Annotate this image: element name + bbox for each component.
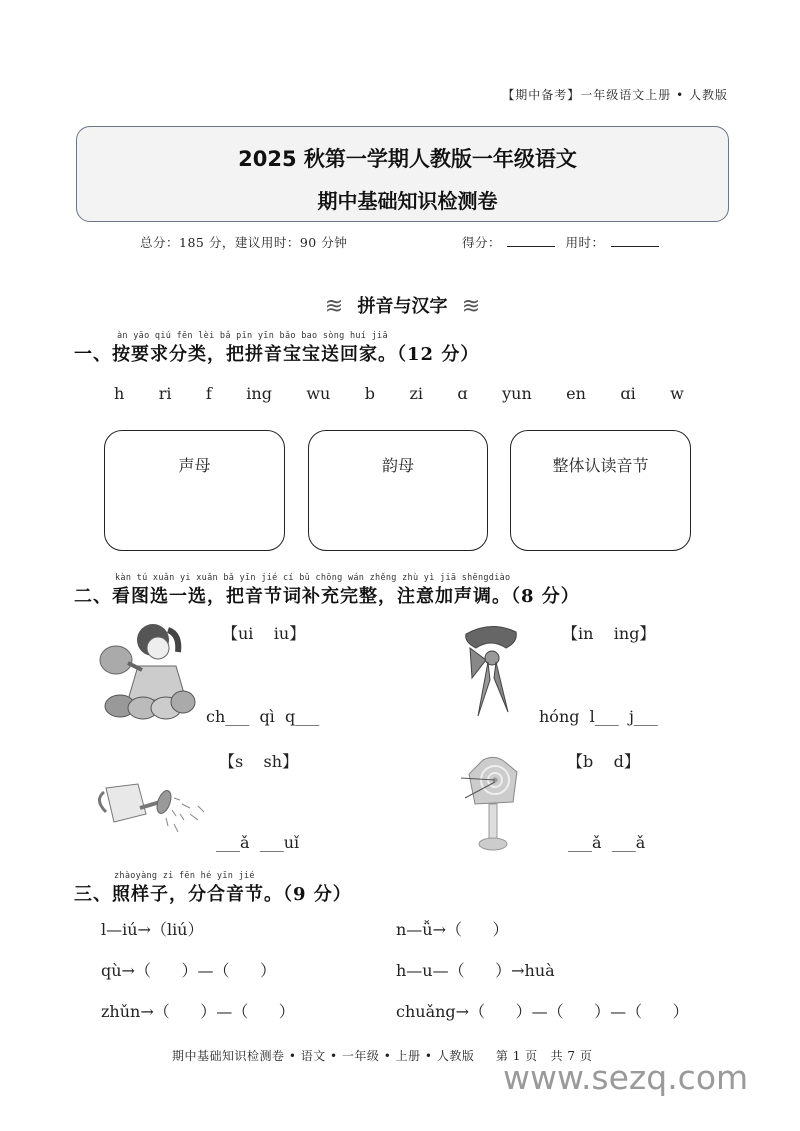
q2-options-3: 【s sh】 bbox=[219, 752, 299, 771]
q3-item-chuang[interactable]: chuǎng→（ ）—（ ）—（ ） bbox=[396, 1002, 689, 1021]
q3-item-hua[interactable]: h—u—（ ）→huà bbox=[396, 961, 555, 980]
pinyin-item[interactable]: zi bbox=[409, 384, 423, 403]
q1-title: 一、按要求分类，把拼音宝宝送回家。（12 分） bbox=[74, 344, 480, 365]
q3-pinyin-ruby: zhàoyàng zi fēn hé yīn jié bbox=[114, 871, 255, 881]
pinyin-item[interactable]: ɑi bbox=[620, 384, 636, 403]
q2-options-4: 【b d】 bbox=[567, 752, 640, 771]
page-footer: 期中基础知识检测卷 • 语文 • 一年级 • 上册 • 人教版 第 1 页 共 7 页 bbox=[172, 1049, 593, 1063]
q1-pinyin-items bbox=[114, 384, 684, 403]
sort-box-label: 整体认读音节 bbox=[552, 456, 649, 475]
score-time-fields bbox=[462, 233, 665, 251]
q2-answer-line-4[interactable]: ___ǎ ___ǎ bbox=[568, 833, 646, 852]
q1-pinyin-ruby: àn yāo qiú fēn lèi bǎ pīn yīn bǎo bao sòng huí jiā bbox=[117, 331, 388, 341]
red-scarf-image bbox=[456, 620, 526, 724]
q2-pinyin-ruby: kàn tú xuǎn yi xuǎn bǎ yīn jié cí bǔ chōng wán zhěng zhù yì jiā shēngdiào bbox=[115, 573, 511, 583]
girl-balloons-image bbox=[98, 618, 196, 722]
q2-options-1: 【ui iu】 bbox=[222, 624, 306, 643]
pinyin-item[interactable]: ɑ bbox=[457, 384, 468, 403]
pinyin-item[interactable]: h bbox=[114, 384, 125, 403]
time-blank[interactable] bbox=[611, 235, 659, 247]
pinyin-item[interactable]: en bbox=[566, 384, 586, 403]
title-line-2: 期中基础知识检测卷 bbox=[317, 189, 498, 213]
wave-icon: ≋ bbox=[461, 294, 481, 319]
header-tag: 【期中备考】一年级语文上册 • 人教版 bbox=[502, 88, 728, 102]
watermark: www.sezq.com bbox=[503, 1058, 749, 1097]
watering-can-image bbox=[94, 778, 214, 840]
sort-box-initials[interactable] bbox=[104, 430, 285, 551]
pinyin-item[interactable]: ing bbox=[246, 384, 272, 403]
exam-meta: 总分：185 分，建议用时：90 分钟 bbox=[140, 235, 348, 250]
pinyin-item[interactable]: ri bbox=[158, 384, 172, 403]
pinyin-item[interactable]: w bbox=[670, 384, 684, 403]
sort-box-whole-syllables[interactable] bbox=[510, 430, 691, 551]
q3-title: 三、照样子，分合音节。（9 分） bbox=[74, 884, 352, 905]
section-title: 拼音与汉字 bbox=[357, 296, 448, 317]
q2-options-2: 【in ing】 bbox=[562, 624, 656, 643]
time-label: 用时： bbox=[565, 235, 605, 250]
pinyin-item[interactable]: f bbox=[205, 384, 212, 403]
q3-item-nv[interactable]: n—ǚ→（ ） bbox=[396, 920, 509, 939]
pinyin-item[interactable]: b bbox=[364, 384, 376, 403]
sort-box-label: 声母 bbox=[178, 456, 211, 475]
q2-answer-line-2[interactable]: hóng l___ j___ bbox=[539, 707, 658, 726]
pinyin-item[interactable]: yun bbox=[502, 384, 532, 403]
archery-target-image bbox=[455, 752, 535, 854]
q3-item-qu[interactable]: qù→（ ）—（ ） bbox=[101, 961, 276, 980]
q2-title: 二、看图选一选，把音节词补充完整，注意加声调。（8 分） bbox=[74, 586, 580, 607]
pinyin-item[interactable]: wu bbox=[306, 384, 331, 403]
score-label: 得分： bbox=[462, 235, 502, 250]
section-heading bbox=[0, 292, 800, 319]
q3-example: l—iú→（liú） bbox=[101, 920, 204, 939]
score-blank[interactable] bbox=[507, 235, 555, 247]
wave-icon: ≋ bbox=[324, 294, 344, 319]
q2-answer-line-1[interactable]: ch___ qì q___ bbox=[206, 707, 320, 726]
title-line-1: 2025 秋第一学期人教版一年级语文 bbox=[238, 147, 577, 171]
q3-item-zhun[interactable]: zhǔn→（ ）—（ ） bbox=[101, 1002, 295, 1021]
sort-box-label: 韵母 bbox=[381, 456, 414, 475]
title-box bbox=[76, 126, 729, 222]
q2-answer-line-3[interactable]: ___ǎ ___uǐ bbox=[216, 833, 300, 852]
sort-box-finals[interactable] bbox=[308, 430, 488, 551]
